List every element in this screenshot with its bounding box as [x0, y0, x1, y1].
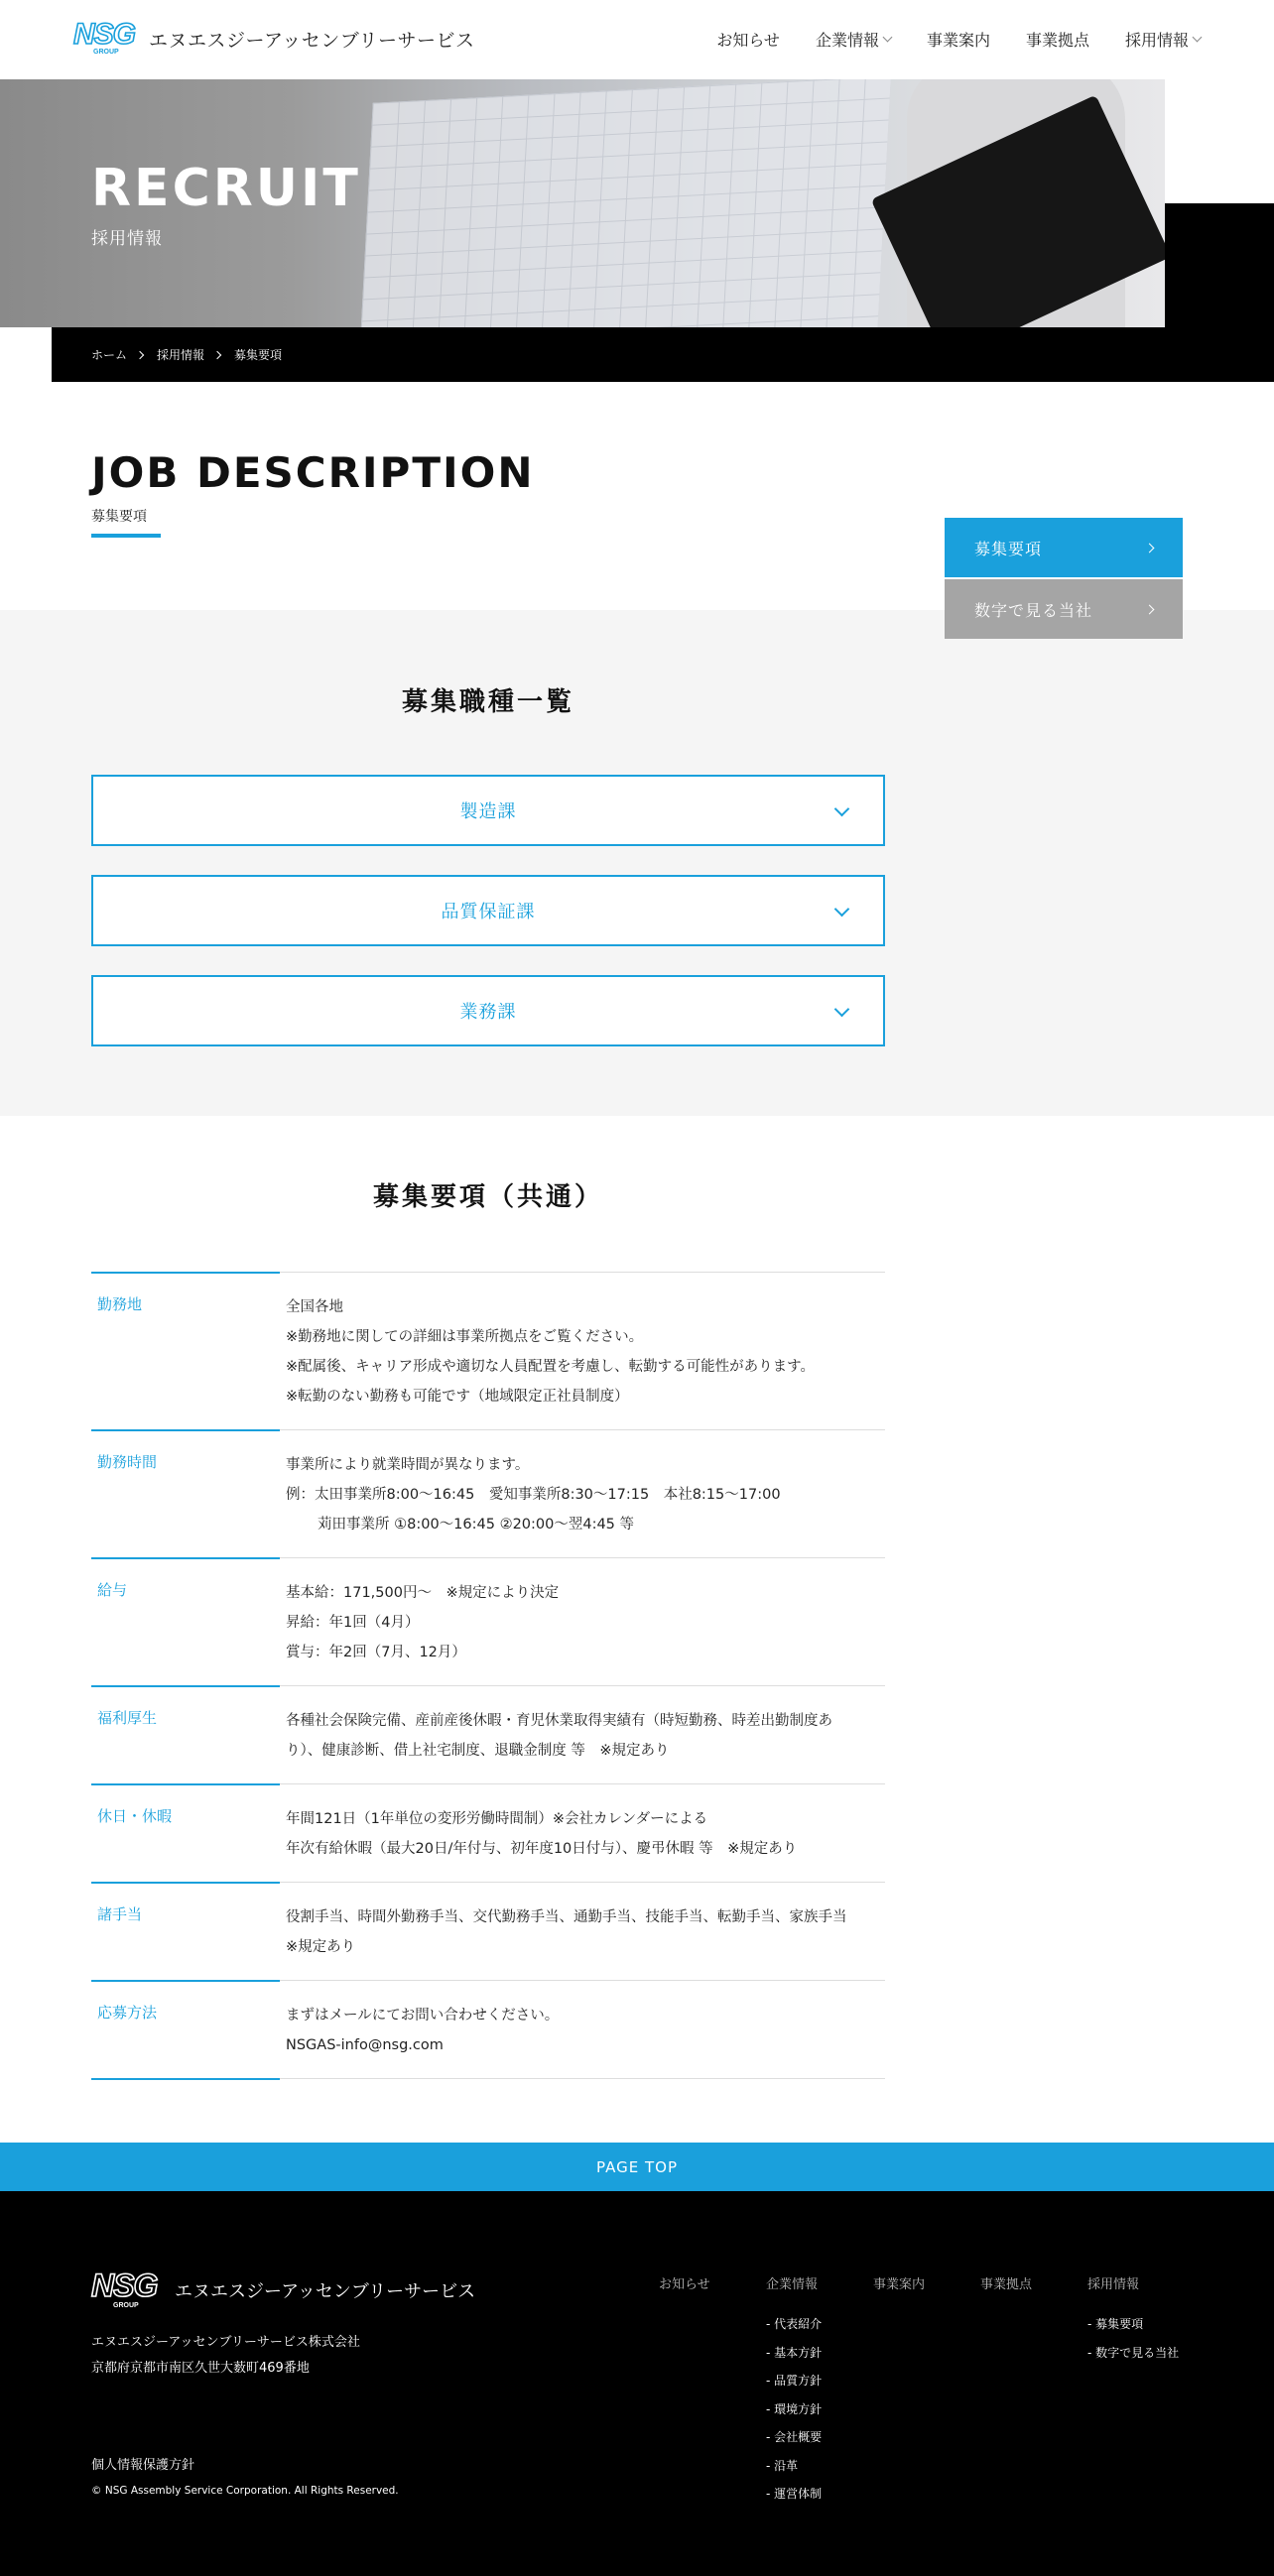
value-line: 昇給：年1回（4月） — [286, 1615, 420, 1631]
footer-logo[interactable] — [91, 2270, 475, 2310]
footer-sublink[interactable]: - 環境方針 — [766, 2401, 823, 2416]
privacy-policy-link[interactable]: 個人情報保護方針 — [91, 2458, 195, 2473]
row-value — [280, 1273, 885, 1429]
nsg-logo-mark — [91, 2270, 163, 2310]
chevron-down-icon — [883, 33, 893, 43]
hero-blueprint-image — [359, 79, 891, 327]
footer-link-company[interactable]: 企業情報 — [766, 2277, 819, 2292]
row-value — [280, 1883, 885, 1980]
table-row — [91, 1980, 885, 2078]
table-row — [91, 1272, 885, 1429]
breadcrumb-recruit[interactable]: 採用情報 — [157, 348, 205, 362]
row-label: 勤務時間 — [91, 1429, 280, 1557]
value-line: ※配属後、キャリア形成や適切な人員配置を考慮し、転勤する可能性があります。 — [286, 1359, 815, 1375]
row-label: 福利厚生 — [91, 1685, 280, 1783]
side-nav-label: 数字で見る当社 — [974, 600, 1093, 620]
row-value — [280, 1784, 885, 1882]
footer-sublink[interactable]: - 基本方針 — [766, 2345, 823, 2360]
side-nav-label: 募集要項 — [974, 539, 1043, 558]
table-row — [91, 1783, 885, 1882]
value-line: 年次有給休暇（最大20日/年付与、初年度10日付与）、慶弔休暇 等 ※規定あり — [286, 1841, 798, 1857]
chevron-down-icon — [834, 801, 850, 817]
page-top-button[interactable]: PAGE TOP — [0, 2143, 1274, 2191]
row-label: 応募方法 — [91, 1980, 280, 2078]
value-line: り）、健康診断、借上社宅制度、退職金制度 等 ※規定あり — [286, 1743, 670, 1759]
site-footer — [0, 2191, 1274, 2576]
footer-link-business[interactable]: 事業案内 — [873, 2277, 926, 2292]
site-logo[interactable] — [73, 20, 474, 58]
footer-link-news[interactable]: お知らせ — [659, 2277, 710, 2292]
value-line: 基本給：171,500円〜 ※規定により決定 — [286, 1585, 560, 1601]
main-nav — [716, 28, 1201, 51]
job-list-section — [0, 610, 1274, 1116]
table-bottom-border — [91, 2078, 885, 2080]
value-line: ※転勤のない勤務も可能です（地域限定正社員制度） — [286, 1389, 629, 1405]
nav-label: 採用情報 — [1124, 31, 1189, 50]
page-title: JOB DESCRIPTION — [91, 448, 535, 497]
chevron-right-icon — [1145, 543, 1155, 552]
row-label: 給与 — [91, 1557, 280, 1685]
footer-col-business — [873, 2273, 925, 2310]
page-subtitle: 募集要項 — [91, 509, 147, 525]
hero-banner — [0, 79, 1165, 327]
accordion-quality-assurance[interactable] — [91, 875, 885, 946]
table-row — [91, 1429, 885, 1557]
logo-group-text: GROUP — [93, 49, 119, 56]
nav-label: お知らせ — [716, 31, 780, 50]
nav-label: 企業情報 — [815, 31, 879, 50]
logo-group-text: GROUP — [113, 2302, 139, 2309]
footer-sublink[interactable]: - 数字で見る当社 — [1087, 2345, 1180, 2360]
footer-col-news — [659, 2273, 710, 2310]
logo-company-name: エヌエスジーアッセンブリーサービス — [149, 29, 475, 52]
company-name: エヌエスジーアッセンブリーサービス株式会社 — [91, 2335, 360, 2350]
accordion-label: 業務課 — [459, 1002, 517, 1023]
breadcrumb-current: 募集要項 — [234, 348, 283, 362]
footer-col-recruit — [1087, 2273, 1179, 2367]
chevron-down-icon — [834, 902, 850, 918]
accordion-manufacturing[interactable] — [91, 775, 885, 846]
value-line: 各種社会保険完備、産前産後休暇・育児休業取得実績有（時短勤務、時差出勤制度あ — [286, 1713, 832, 1729]
value-line: ※勤務地に関しての詳細は事業所拠点をご覧ください。 — [286, 1329, 644, 1345]
value-line: 賞与：年2回（7月、12月） — [286, 1645, 466, 1660]
row-value — [280, 1981, 885, 2078]
accordion-label: 製造課 — [459, 801, 517, 822]
logo-mark-text: NSG — [91, 2268, 158, 2303]
nav-label: 事業拠点 — [1025, 31, 1089, 50]
copyright: © NSG Assembly Service Corporation. All Rights Reserved. — [91, 2485, 399, 2497]
nav-recruit[interactable] — [1125, 28, 1201, 51]
row-value — [280, 1558, 885, 1685]
table-row — [91, 1685, 885, 1783]
value-line: 全国各地 — [286, 1299, 343, 1315]
footer-sublink[interactable]: - 代表紹介 — [766, 2317, 823, 2331]
chevron-right-icon — [1145, 604, 1155, 614]
requirements-table — [91, 1272, 885, 2080]
value-line: 事業所により就業時間が異なります。 — [286, 1457, 530, 1473]
footer-link-recruit[interactable]: 採用情報 — [1087, 2277, 1140, 2292]
title-underline — [91, 534, 161, 538]
requirements-heading: 募集要項（共通） — [372, 1182, 603, 1212]
footer-company-info — [91, 2330, 360, 2382]
footer-col-company — [766, 2273, 822, 2509]
side-nav-numbers[interactable] — [945, 579, 1183, 639]
chevron-down-icon — [1193, 33, 1203, 43]
table-row — [91, 1882, 885, 1980]
hero-subtitle: 採用情報 — [91, 229, 163, 249]
breadcrumb — [52, 327, 1274, 382]
accordion-operations[interactable] — [91, 975, 885, 1046]
row-label: 諸手当 — [91, 1882, 280, 1980]
chevron-right-icon — [213, 350, 221, 358]
nav-locations[interactable] — [1026, 28, 1089, 51]
footer-sublink[interactable]: - 品質方針 — [766, 2374, 823, 2388]
footer-sublink[interactable]: - 会社概要 — [766, 2430, 823, 2444]
site-header — [0, 0, 1274, 79]
logo-mark-text: NSG — [73, 18, 136, 51]
chevron-right-icon — [136, 350, 144, 358]
footer-logo-name: エヌエスジーアッセンブリーサービス — [175, 2281, 476, 2302]
footer-link-locations[interactable]: 事業拠点 — [980, 2277, 1033, 2292]
nav-company[interactable] — [816, 28, 891, 51]
value-line: 例：太田事業所8:00〜16:45 愛知事業所8:30〜17:15 本社8:15〜17:00 — [286, 1487, 781, 1503]
hero-title: RECRUIT — [91, 159, 361, 218]
nsg-logo-mark — [73, 20, 139, 58]
nav-news[interactable] — [716, 28, 780, 51]
row-value — [280, 1686, 885, 1783]
accordion-label: 品質保証課 — [441, 902, 536, 922]
job-list-heading: 募集職種一覧 — [401, 687, 574, 717]
footer-sublink[interactable]: - 沿革 — [766, 2458, 799, 2473]
nav-label: 事業案内 — [926, 31, 990, 50]
value-line: ※規定あり — [286, 1939, 356, 1955]
value-line: 年間121日（1年単位の変形労働時間制）※会社カレンダーによる — [286, 1811, 708, 1827]
footer-sublink[interactable]: - 運営体制 — [766, 2487, 823, 2501]
company-address: 京都府京都市南区久世大薮町469番地 — [91, 2361, 310, 2376]
table-row — [91, 1557, 885, 1685]
row-label: 休日・休暇 — [91, 1783, 280, 1882]
row-label: 勤務地 — [91, 1272, 280, 1429]
footer-sublink[interactable]: - 募集要項 — [1087, 2317, 1144, 2331]
contact-email-link[interactable]: NSGAS-info@nsg.com — [286, 2037, 444, 2053]
row-value — [280, 1430, 885, 1557]
value-line: まずはメールにてお問い合わせください。 — [286, 2008, 560, 2024]
chevron-down-icon — [834, 1002, 850, 1018]
breadcrumb-home[interactable]: ホーム — [91, 348, 128, 362]
side-nav-job-description[interactable] — [945, 518, 1183, 577]
value-line: 苅田事業所 ①8:00〜16:45 ②20:00〜翌4:45 等 — [318, 1517, 635, 1533]
value-line: 役割手当、時間外勤務手当、交代勤務手当、通勤手当、技能手当、転勤手当、家族手当 — [286, 1909, 847, 1925]
footer-col-locations — [980, 2273, 1032, 2310]
nav-business[interactable] — [927, 28, 990, 51]
